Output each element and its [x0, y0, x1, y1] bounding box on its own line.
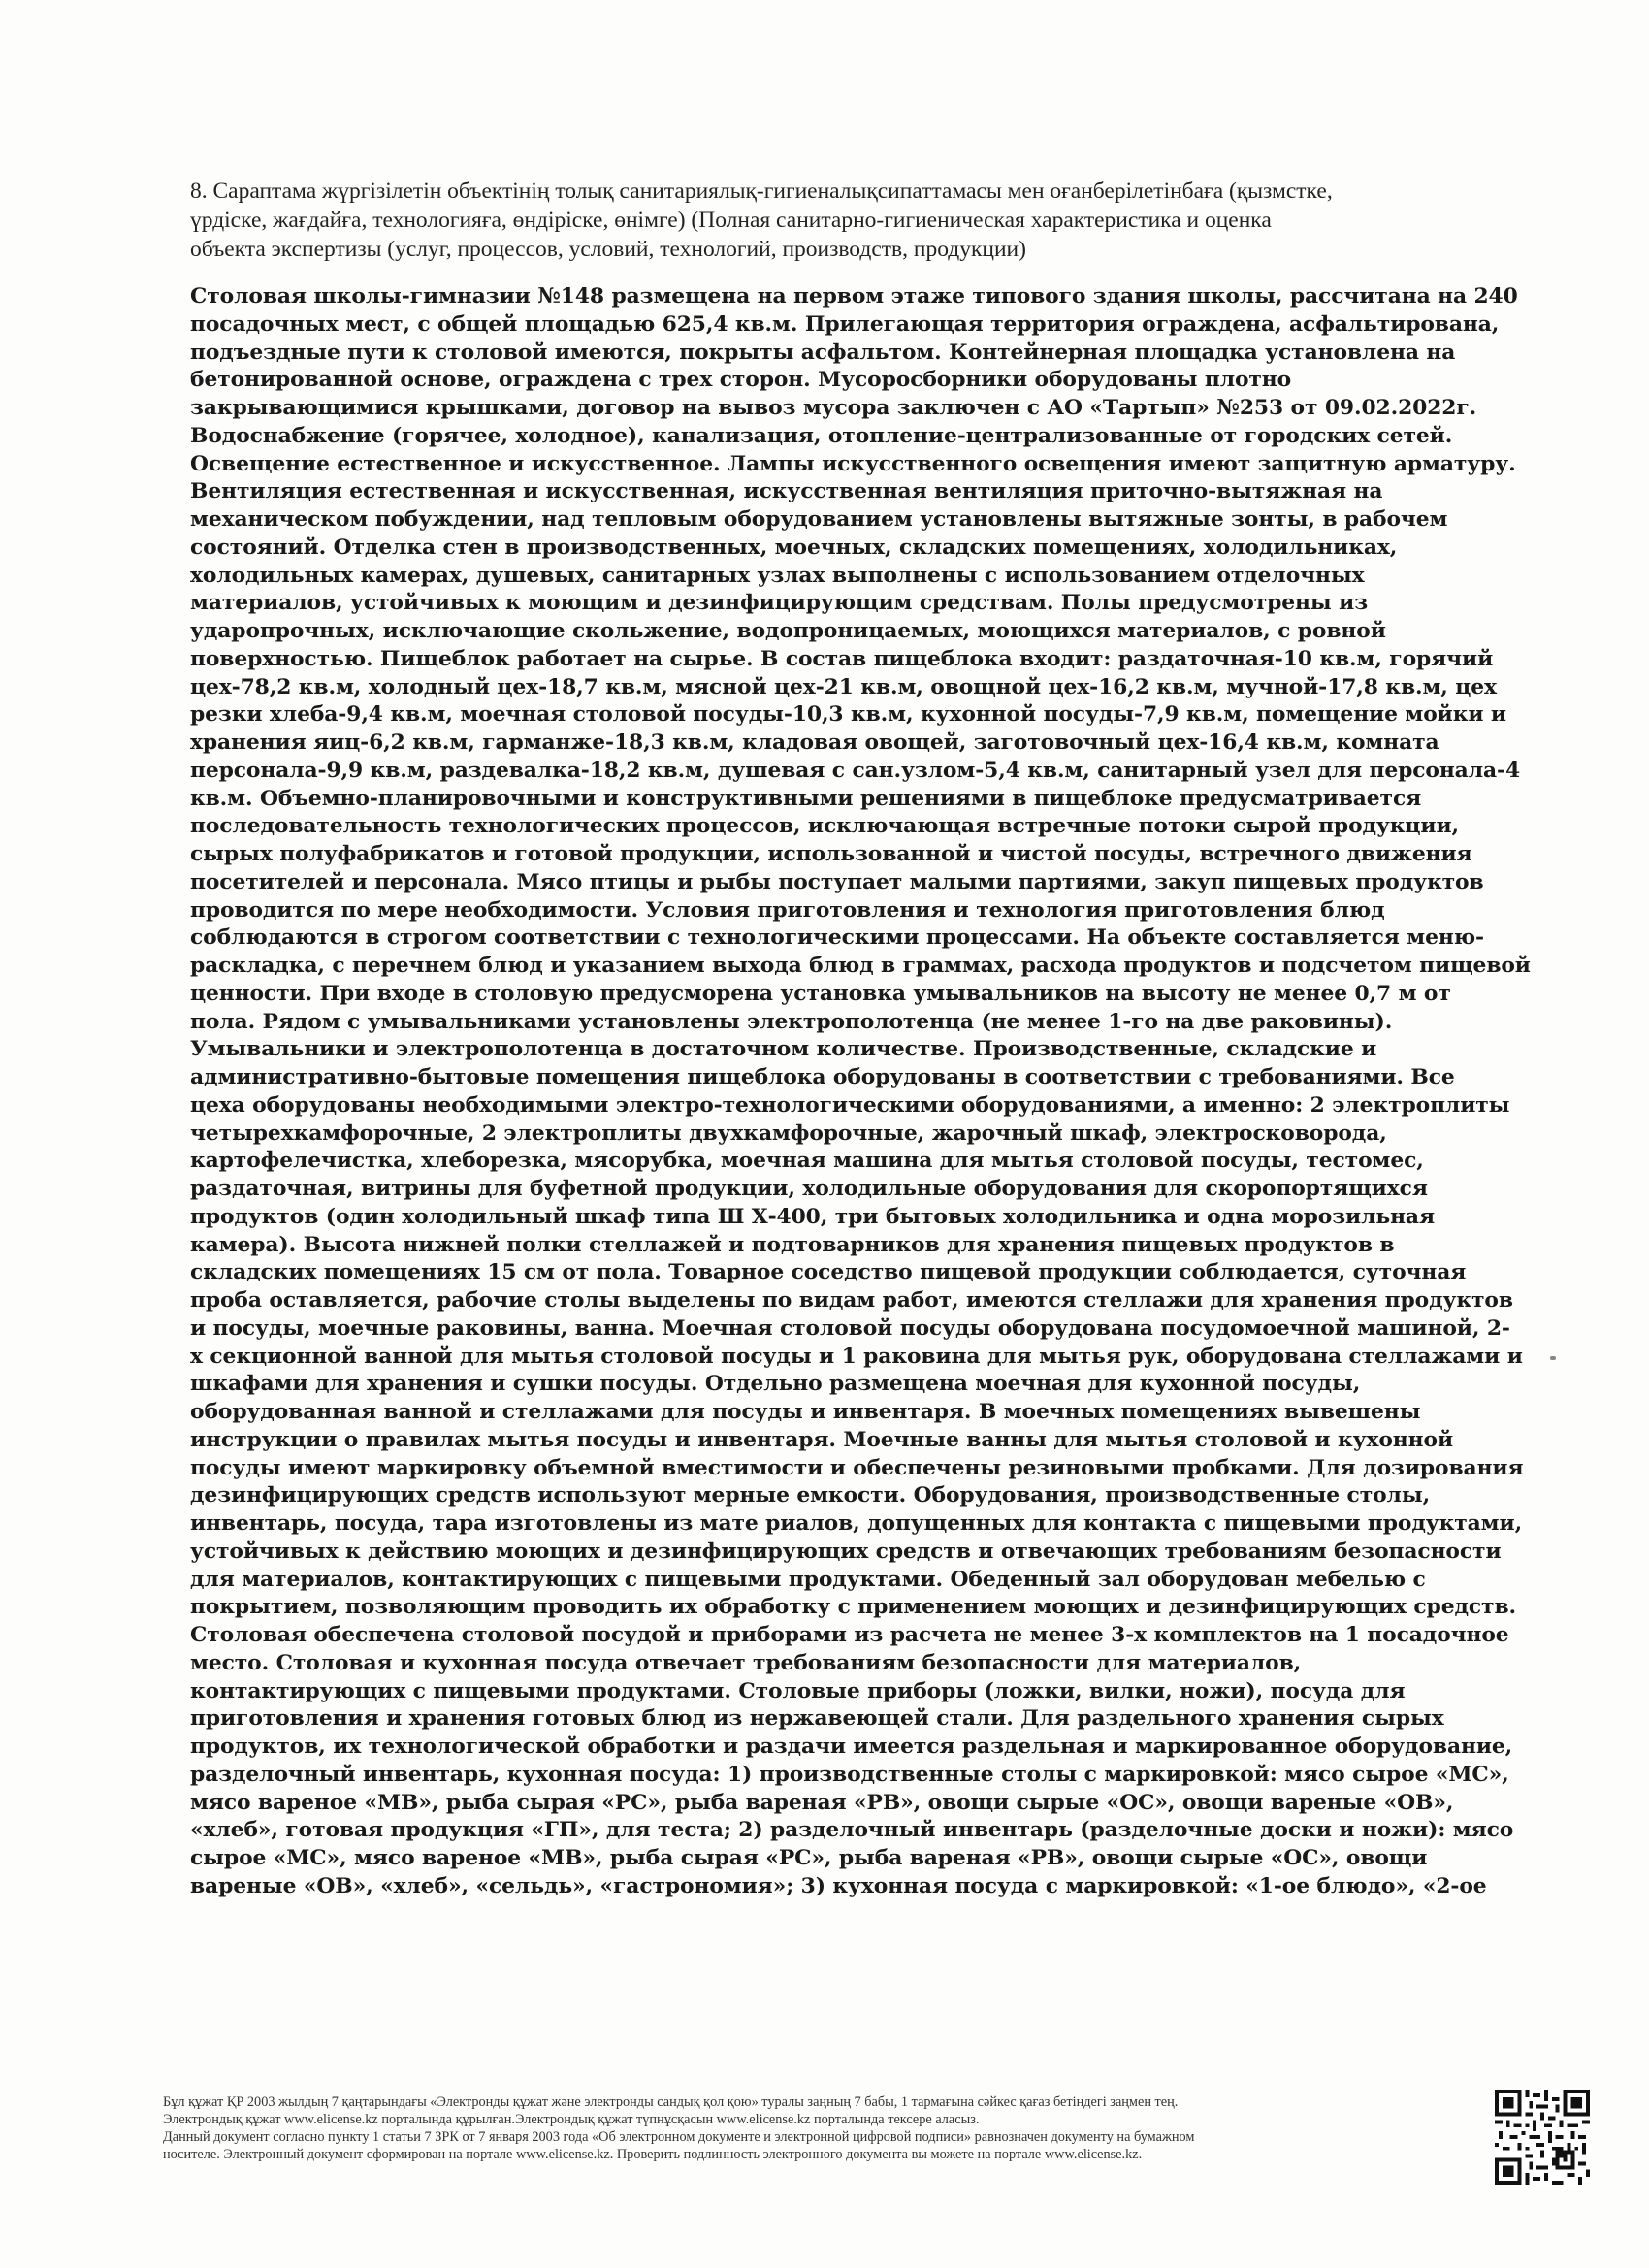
body-line: для материалов, контактирующих с пищевыми продуктами. Обеденный зал оборудован мебелью с — [190, 1567, 1426, 1592]
body-line: Столовая школы-гимназии №148 размещена на первом этаже типового здания школы, рассчитана на 240 — [190, 284, 1518, 308]
body-line: приготовления и хранения готовых блюд из нержавеющей стали. Для раздельного хранения сырых — [190, 1706, 1444, 1732]
body-line: продуктов, их технологической обработки и раздачи имеется раздельная и маркированное оборудование, — [190, 1734, 1513, 1759]
heading-line: объекта экспертизы (услуг, процессов, условий, технологий, производств, продукции) — [190, 237, 1026, 262]
body-line: Столовая обеспечена столовой посудой и приборами из расчета не менее 3-х комплектов на 1 посадочное — [190, 1623, 1509, 1647]
body-line: разделочный инвентарь, кухонная посуда: 1) производственные столы с маркировкой: мясо сырое «МС», — [190, 1762, 1509, 1787]
body-line: пола. Рядом с умывальниками установлены электрополотенца (не менее 1-го на две раковины). — [190, 1009, 1393, 1034]
e-document-footer — [163, 2093, 1463, 2163]
body-line: мясо вареное «МВ», рыба сырая «РС», рыба вареная «РВ», овощи сырые «ОС», овощи вареные «ОВ», — [190, 1790, 1454, 1815]
body-line: «хлеб», готовая продукция «ГП», для теста; 2) разделочный инвентарь (разделочные доски и ножи): мясо — [190, 1818, 1514, 1843]
body-line: продуктов (один холодильный шкаф типа Ш Х-400, три бытовых холодильника и одна морозильная — [190, 1204, 1435, 1229]
body-line: картофелечистка, хлеборезка, мясорубка, моечная машина для мытья столовой посуды, тестомес, — [190, 1149, 1424, 1174]
body-line: сырых полуфабрикатов и готовой продукции, использованной и чистой посуды, встречного движения — [190, 842, 1472, 866]
body-line: посетителей и персонала. Мясо птицы и рыбы поступает малыми партиями, закуп пищевых продуктов — [190, 869, 1484, 894]
body-line: и посуды, моечные раковины, ванна. Моечная столовой посуды оборудована посудомоечной машиной, 2- — [190, 1315, 1510, 1341]
body-line: посуды имеют маркировку объемной вместимости и обеспечены резиновыми пробками. Для дозирования — [190, 1455, 1524, 1480]
body-line: Водоснабжение (горячее, холодное), канализация, отопление-централизованные от городских сетей. — [190, 423, 1453, 448]
body-line: хранения яиц-6,2 кв.м, гарманже-18,3 кв.м, кладовая овощей, заготовочный цех-16,4 кв.м, комната — [190, 730, 1439, 755]
body-line: место. Столовая и кухонная посуда отвечает требованиям безопасности для материалов, — [190, 1650, 1302, 1675]
body-line: Умывальники и электрополотенца в достаточном количестве. Производственные, складские и — [190, 1037, 1377, 1062]
body-line: раздаточная, витрины для буфетной продукции, холодильные оборудования для скоропортящихся — [190, 1177, 1428, 1201]
body-line: резки хлеба-9,4 кв.м, моечная столовой посуды-10,3 кв.м, кухонной посуды-7,9 кв.м, помещение мойки и — [190, 702, 1506, 728]
body-line: раскладка, с перечнем блюд и указанием выхода блюд в граммах, расхода продуктов и подсчетом пищевой — [190, 954, 1531, 978]
body-line: материалов, устойчивых к моющим и дезинфицирующим средствам. Полы предусмотрены из — [190, 591, 1369, 616]
body-line: холодильных камерах, душевых, санитарных узлах выполнены с использованием отделочных — [190, 563, 1365, 588]
footer-line: Данный документ согласно пункту 1 статьи 7 ЗРК от 7 января 2003 года «Об электронном документе и электронной цифровой подписи» равнозначен документу на бумажном — [163, 2129, 1195, 2145]
body-line: подъездные пути к столовой имеются, покрыты асфальтом. Контейнерная площадка установлена на — [190, 340, 1456, 365]
body-line: цеха оборудованы необходимыми электро-технологическими оборудованиями, а именно: 2 электроплиты — [190, 1092, 1510, 1118]
body-line: поверхностью. Пищеблок работает на сырье. В состав пищеблока входит: раздаточная-10 кв.м, горячий — [190, 646, 1494, 671]
qr-code-icon — [1495, 2090, 1590, 2185]
body-line: механическом побуждении, над тепловым оборудованием установлены вытяжные зонты, в рабочем — [190, 507, 1448, 532]
body-line: кв.м. Объемно-планировочными и конструктивными решениями в пищеблоке предусматривается — [190, 786, 1422, 811]
heading-line: 8. Сараптама жүргізілетін объектінің толық санитариялық-гигиеналықсипаттамасы мен оғанберілетінбаға (қызмстке, — [190, 178, 1333, 204]
body-line: складских помещениях 15 см от пола. Товарное соседство пищевой продукции соблюдается, суточная — [190, 1260, 1467, 1285]
body-line: инструкции о правилах мытья посуды и инвентаря. Моечные ванны для мытья столовой и кухонной — [190, 1427, 1454, 1452]
body-line: х секционной ванной для мытья столовой посуды и 1 раковина для мытья рук, оборудована стеллажами и — [190, 1344, 1523, 1369]
body-line: соблюдаются в строгом соответствии с технологическими процессами. На объекте составляется меню- — [190, 925, 1484, 951]
body-line: закрывающимися крышками, договор на вывоз мусора заключен с АО «Тартып» №253 от 09.02.2022г. — [190, 396, 1477, 420]
body-line: Освещение естественное и искусственное. Лампы искусственного освещения имеют защитную арматуру. — [190, 451, 1516, 476]
body-line: покрытием, позволяющим проводить их обработку с применением моющих и дезинфицирующих средств. — [190, 1595, 1517, 1620]
body-line: ударопрочных, исключающие скольжение, водопроницаемых, моющихся материалов, с ровной — [190, 619, 1386, 643]
scan-speck — [1550, 1356, 1556, 1360]
body-line: бетонированной основе, ограждена с трех сторон. Мусоросборники оборудованы плотно — [190, 368, 1292, 393]
body-line: цех-78,2 кв.м, холодный цех-18,7 кв.м, мясной цех-21 кв.м, овощной цех-16,2 кв.м, мучной-17,8 кв.м, цех — [190, 674, 1497, 699]
heading-line: үрдіске, жағдайға, технологияға, өндіріске, өнімге) (Полная санитарно-гигиеническая характеристика и оценка — [190, 208, 1272, 233]
body-line: шкафами для хранения и сушки посуды. Отдельно размещена моечная для кухонной посуды, — [190, 1372, 1361, 1397]
body-line: последовательность технологических процессов, исключающая встречные потоки сырой продукции, — [190, 814, 1460, 839]
body-line: оборудованная ванной и стеллажами для посуды и инвентаря. В моечных помещениях вывешены — [190, 1400, 1421, 1424]
body-line: ценности. При входе в столовую предусморена установка умывальников на высоту не менее 0,7 м от — [190, 981, 1451, 1006]
body-line: Вентиляция естественная и искусственная, искусственная вентиляция приточно-вытяжная на — [190, 479, 1383, 504]
body-line: четырехкамфорочные, 2 электроплиты двухкамфорочные, жарочный шкаф, электросковорода, — [190, 1120, 1387, 1146]
body-line: устойчивых к действию моющих и дезинфицирующих средств и отвечающих требованиям безопасности — [190, 1539, 1502, 1564]
body-line: камера). Высота нижней полки стеллажей и подтоварников для хранения пищевых продуктов в — [190, 1232, 1395, 1257]
body-line: контактирующих с пищевыми продуктами. Столовые приборы (ложки, вилки, ножи), посуда для — [190, 1678, 1406, 1703]
section-heading — [190, 177, 1509, 264]
body-line: инвентарь, посуда, тара изготовлены из мате риалов, допущенных для контакта с пищевыми продуктами, — [190, 1511, 1523, 1536]
body-line: персонала-9,9 кв.м, раздевалка-18,2 кв.м, душевая с сан.узлом-5,4 кв.м, санитарный узел для персонала-4 — [190, 758, 1521, 783]
body-line: административно-бытовые помещения пищеблока оборудованы в соответствии с требованиями. Все — [190, 1065, 1455, 1089]
footer-line: Электрондық құжат www.elicense.kz порталында құрылған.Электрондық құжат түпнұсқасын www.elicense.kz порталында тексере аласыз. — [163, 2112, 980, 2127]
body-line: дезинфицирующих средств используют мерные емкости. Оборудования, производственные столы, — [190, 1483, 1431, 1508]
body-line: вареные «ОВ», «хлеб», «сельдь», «гастрономия»; 3) кухонная посуда с маркировкой: «1-ое блюдо», «2-ое — [190, 1873, 1487, 1898]
body-line: посадочных мест, с общей площадью 625,4 кв.м. Прилегающая территория ограждена, асфальтирована, — [190, 311, 1500, 337]
body-line: проба оставляется, рабочие столы выделены по видам работ, имеются стеллажи для хранения продуктов — [190, 1288, 1513, 1312]
body-line: проводится по мере необходимости. Условия приготовления и технология приготовления блюд — [190, 897, 1385, 923]
footer-line: Бұл құжат ҚР 2003 жылдың 7 қаңтарындағы «Электронды құжат және электронды сандық қол қою» туралы заңның 7 бабы, 1 тармағына сәйкес қағаз бетіндегі заңмен тең. — [163, 2094, 1179, 2110]
characteristics-body — [190, 283, 1548, 1901]
footer-line: носителе. Электронный документ сформирован на портале www.elicense.kz. Проверить подлинность электронного документа вы можете на портале www.elicense.kz. — [163, 2147, 1143, 2162]
body-line: сырое «МС», мясо вареное «МВ», рыба сырая «РС», рыба вареная «РВ», овощи сырые «ОС», овощи — [190, 1846, 1428, 1870]
body-line: состояний. Отделка стен в производственных, моечных, складских помещениях, холодильниках, — [190, 535, 1398, 560]
